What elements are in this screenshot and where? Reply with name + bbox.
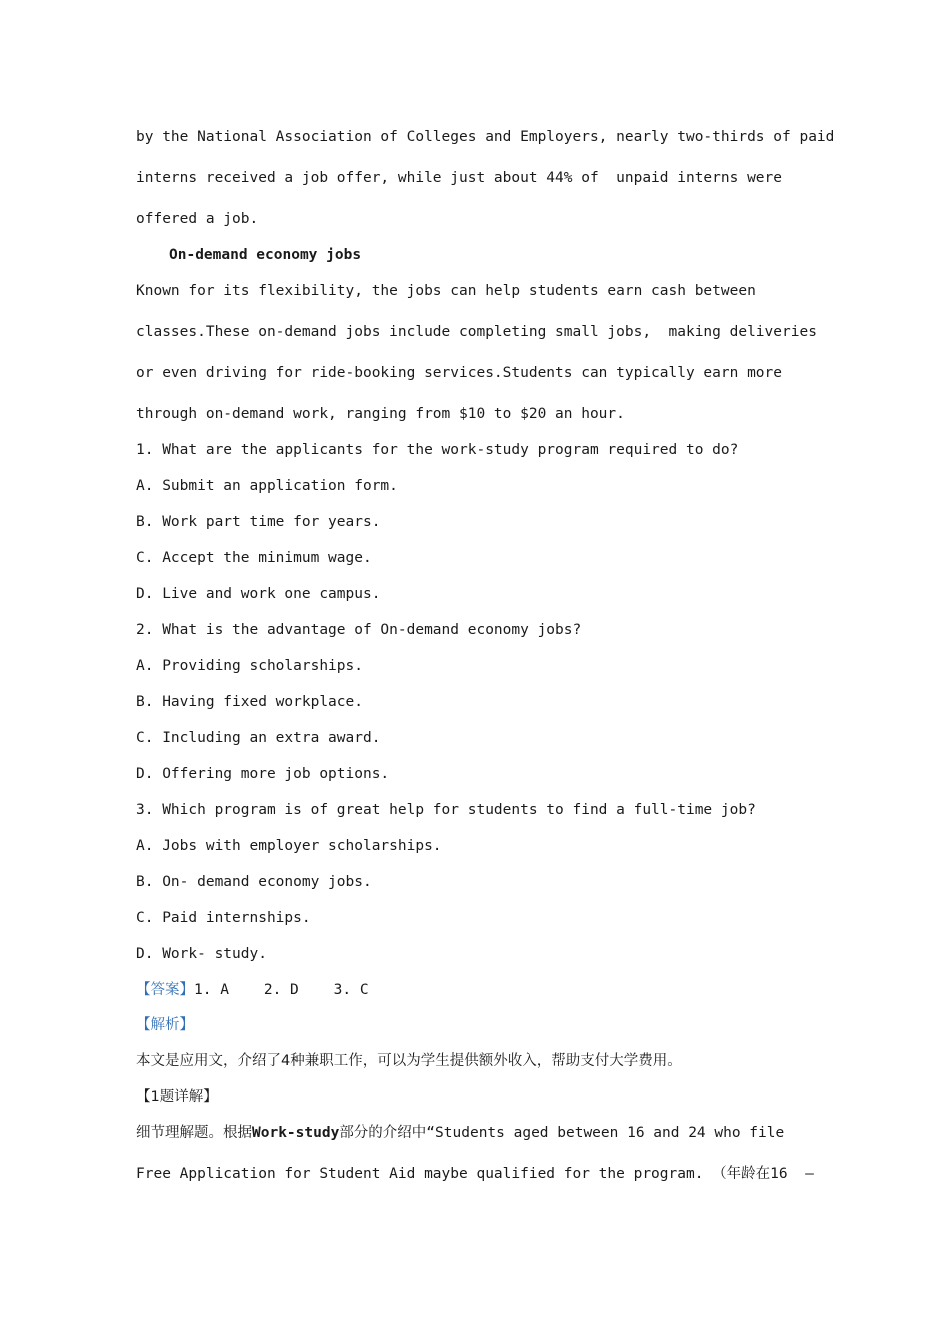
question-option: C. Accept the minimum wage. — [136, 550, 372, 566]
question-option: A. Jobs with employer scholarships. — [136, 838, 442, 854]
question-option: A. Submit an application form. — [136, 478, 398, 494]
passage-line: classes.These on-demand jobs include completing small jobs, making deliveries — [136, 324, 817, 340]
q1-detail-line — [136, 1123, 784, 1143]
answer-label: 【答案】 — [136, 982, 194, 998]
answer-text: 1. A 2. D 3. C — [194, 982, 369, 998]
q1-detail-keyword: Work-study — [252, 1125, 340, 1141]
question-option: B. On- demand economy jobs. — [136, 874, 372, 890]
q1-detail-prefix: 细节理解题。根据 — [136, 1125, 252, 1141]
passage-line: Known for its flexibility, the jobs can help students earn cash between — [136, 283, 756, 299]
question-option: D. Work- study. — [136, 946, 267, 962]
question-stem: 3. Which program is of great help for students to find a full-time job? — [136, 802, 756, 818]
q1-detail-text: 部分的介绍中“Students aged between 16 and 24 who file — [339, 1125, 785, 1141]
question-option: D. Offering more job options. — [136, 766, 390, 782]
q1-detail-label: 【1题详解】 — [136, 1089, 218, 1105]
passage-line: interns received a job offer, while just about 44% of unpaid interns were — [136, 170, 783, 186]
question-option: A. Providing scholarships. — [136, 658, 363, 674]
analysis-label: 【解析】 — [136, 1017, 194, 1033]
answer-line — [136, 980, 369, 1000]
question-stem: 1. What are the applicants for the work-study program required to do? — [136, 442, 739, 458]
analysis-summary: 本文是应用文，介绍了4种兼职工作，可以为学生提供额外收入，帮助支付大学费用。 — [136, 1053, 682, 1069]
passage-line: through on-demand work, ranging from $10 to $20 an hour. — [136, 406, 625, 422]
question-stem: 2. What is the advantage of On-demand economy jobs? — [136, 622, 582, 638]
passage-line: or even driving for ride-booking services.Students can typically earn more — [136, 365, 783, 381]
passage-line: by the National Association of Colleges and Employers, nearly two-thirds of paid — [136, 129, 835, 145]
passage-line: offered a job. — [136, 211, 259, 227]
question-option: C. Including an extra award. — [136, 730, 381, 746]
section-heading: On-demand economy jobs — [169, 247, 362, 263]
question-option: C. Paid internships. — [136, 910, 311, 926]
question-option: D. Live and work one campus. — [136, 586, 381, 602]
question-option: B. Having fixed workplace. — [136, 694, 363, 710]
q1-detail-line: Free Application for Student Aid maybe qualified for the program. （年龄在16 — — [136, 1166, 814, 1182]
question-option: B. Work part time for years. — [136, 514, 381, 530]
